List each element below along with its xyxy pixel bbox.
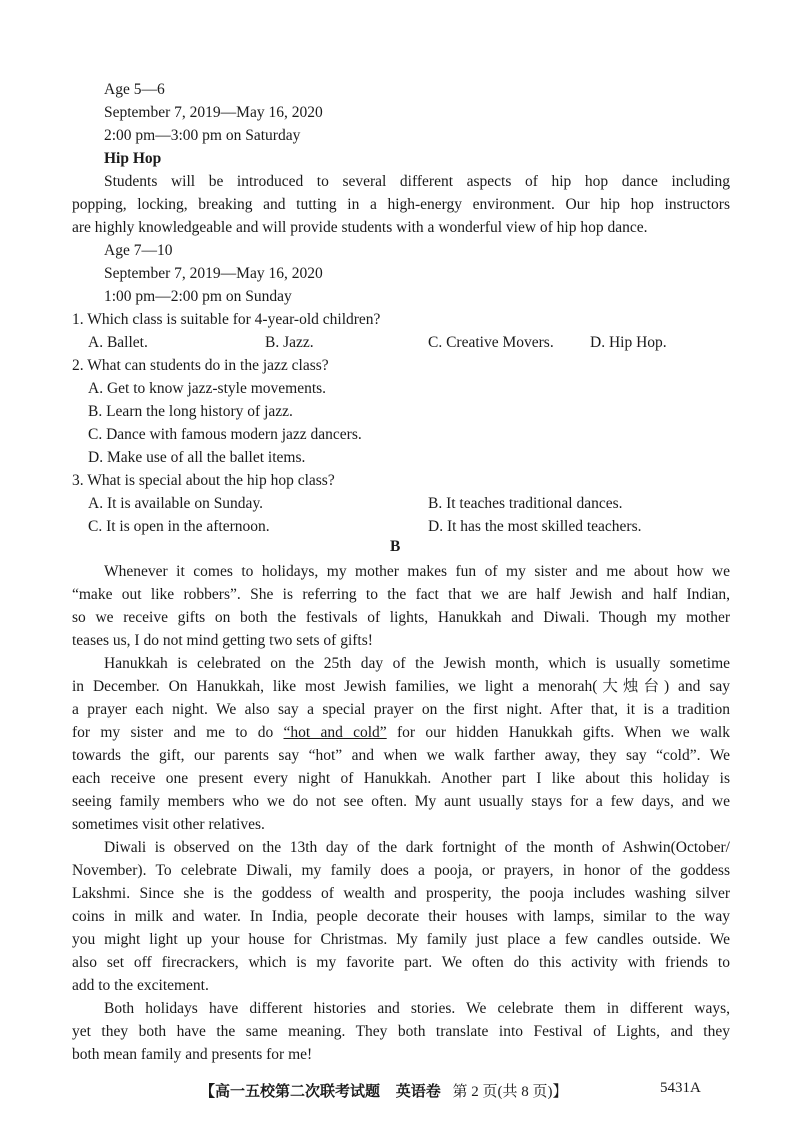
paragraph-line: November). To celebrate Diwali, my family does a pooja, or prayers, in honor of the goddess [72, 862, 730, 879]
class-time-hip-hop: 1:00 pm—2:00 pm on Sunday [104, 288, 292, 305]
q1-option-a[interactable]: A. Ballet. [88, 334, 148, 351]
page-footer [200, 1080, 568, 1101]
underlined-phrase: “hot and cold” [283, 724, 387, 741]
q1-option-c[interactable]: C. Creative Movers. [428, 334, 554, 351]
paragraph-line: seeing family members who we do not see often. My aunt usually stays for a few days, and we [72, 793, 730, 810]
paragraph-line [72, 723, 730, 743]
paragraph-line: sometimes visit other relatives. [72, 816, 265, 833]
section-b-label: B [390, 538, 401, 555]
paragraph-line: Lakshmi. Since she is the goddess of wealth and prosperity, the pooja includes washing silver [72, 885, 730, 902]
footer-subject: 英语卷 [395, 1084, 441, 1100]
paragraph-line: add to the excitement. [72, 977, 209, 994]
paragraph-line: “make out like robbers”. She is referring to the fact that we are half Jewish and half Indian, [72, 586, 730, 603]
class-time-a: 2:00 pm—3:00 pm on Saturday [104, 127, 301, 144]
paragraph-text: for my sister and me to do [72, 724, 284, 741]
paragraph-line: Diwali is observed on the 13th day of the dark fortnight of the month of Ashwin(October/ [104, 839, 730, 856]
date-range-a: September 7, 2019—May 16, 2020 [104, 104, 323, 121]
hip-hop-heading: Hip Hop [104, 150, 162, 167]
q2-option-d[interactable]: D. Make use of all the ballet items. [88, 449, 306, 466]
hip-hop-desc-line: popping, locking, breaking and tutting in a high-energy environment. Our hip hop instructors [72, 196, 730, 213]
q3-option-c[interactable]: C. It is open in the afternoon. [88, 518, 270, 535]
paragraph-text: for our hidden Hanukkah gifts. When we walk [386, 724, 730, 741]
q1-option-d[interactable]: D. Hip Hop. [590, 334, 667, 351]
q1-option-b[interactable]: B. Jazz. [265, 334, 314, 351]
paragraph-line: you might light up your house for Christmas. My family just place a few candles outside. We [72, 931, 730, 948]
date-range-hip-hop: September 7, 2019—May 16, 2020 [104, 265, 323, 282]
paragraph-line: Whenever it comes to holidays, my mother makes fun of my sister and me about how we [104, 563, 730, 580]
paragraph-line: yet they both have the same meaning. They both translate into Festival of Lights, and they [72, 1023, 730, 1040]
hip-hop-desc-line: are highly knowledgeable and will provide students with a wonderful view of hip hop dance. [72, 219, 648, 236]
hip-hop-desc-line: Students will be introduced to several different aspects of hip hop dance including [104, 173, 730, 190]
q2-option-c[interactable]: C. Dance with famous modern jazz dancers. [88, 426, 362, 443]
paragraph-line: towards the gift, our parents say “hot” and when we walk farther away, they say “cold”. We [72, 747, 730, 764]
paragraph-line: so we receive gifts on both the festivals of lights, Hanukkah and Diwali. Though my mother [72, 609, 730, 626]
paragraph-line: also set off firecrackers, which is my favorite part. We often do this activity with friends to [72, 954, 730, 971]
paragraph-line: each receive one present every night of Hanukkah. Another part I like about this holiday is [72, 770, 730, 787]
footer-exam-title: 【高一五校第二次联考试题 [200, 1084, 381, 1100]
q3-option-b[interactable]: B. It teaches traditional dances. [428, 495, 623, 512]
q2-option-a[interactable]: A. Get to know jazz-style movements. [88, 380, 327, 397]
q2-option-b[interactable]: B. Learn the long history of jazz. [88, 403, 293, 420]
paragraph-line: both mean family and presents for me! [72, 1046, 313, 1063]
question-3-stem: 3. What is special about the hip hop class? [72, 472, 335, 489]
age-range-a: Age 5—6 [104, 81, 165, 98]
paragraph-line: Hanukkah is celebrated on the 25th day of the Jewish month, which is usually sometime [104, 655, 730, 672]
question-1-stem: 1. Which class is suitable for 4-year-old children? [72, 311, 381, 328]
paragraph-line: a prayer each night. We also say a special prayer on the first night. After that, it is a tradition [72, 701, 730, 718]
age-range-hip-hop: Age 7—10 [104, 242, 173, 259]
footer-page-number: 第 2 页(共 8 页)】 [452, 1084, 568, 1100]
paragraph-line: coins in milk and water. In India, people decorate their houses with lamps, similar to the way [72, 908, 730, 925]
paragraph-line: Both holidays have different histories and stories. We celebrate them in different ways, [104, 1000, 730, 1017]
q3-option-a[interactable]: A. It is available on Sunday. [88, 495, 264, 512]
footer-paper-code: 5431A [660, 1080, 701, 1096]
paragraph-line: in December. On Hanukkah, like most Jewish families, we light a menorah(大烛台) and say [72, 678, 730, 695]
paragraph-line: teases us, I do not mind getting two sets of gifts! [72, 632, 373, 649]
question-2-stem: 2. What can students do in the jazz class? [72, 357, 329, 374]
q3-option-d[interactable]: D. It has the most skilled teachers. [428, 518, 642, 535]
